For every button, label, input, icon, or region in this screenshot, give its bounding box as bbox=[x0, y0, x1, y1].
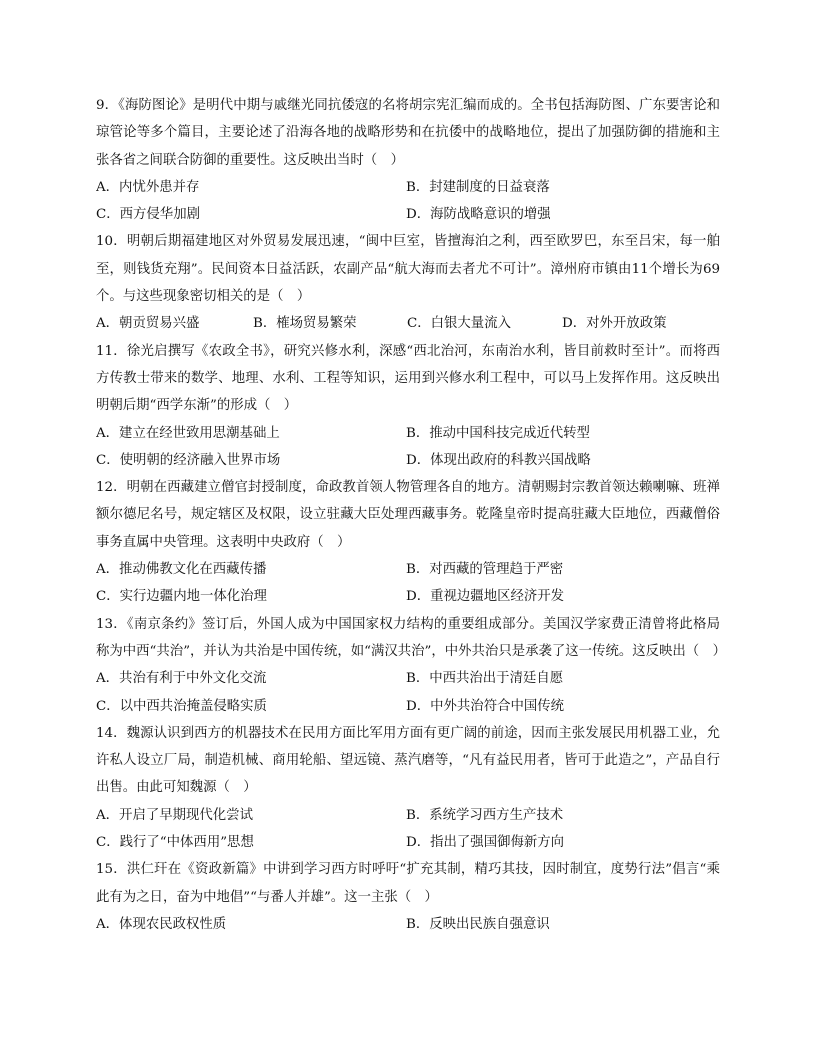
question-14 bbox=[96, 720, 720, 856]
option-b[interactable]: B．系统学习西方生产技术 bbox=[406, 807, 564, 823]
options bbox=[96, 420, 720, 475]
question-stem: 9．《海防图论》是明代中期与戚继光同抗倭寇的名将胡宗宪汇编而成的。全书包括海防图、广东要害论和琼管论等多个篇目，主要论述了沿海各地的战略形势和在抗倭中的战略地位，提出了加强防御的措施和主张各省之间联合防御的重要性。这反映出当时（ ） bbox=[96, 98, 720, 168]
option-c[interactable]: C．使明朝的经济融入世界市场 bbox=[96, 452, 281, 468]
question-15 bbox=[96, 856, 720, 938]
option-a[interactable]: A．开启了早期现代化尝试 bbox=[96, 807, 253, 823]
option-b[interactable]: B．对西藏的管理趋于严密 bbox=[406, 562, 564, 578]
question-13 bbox=[96, 611, 726, 720]
question-stem: 12．明朝在西藏建立僧官封授制度，命政教首领人物管理各自的地方。清朝赐封宗教首领达赖喇嘛、班禅额尔德尼名号，规定辖区及权限，设立驻藏大臣处理西藏事务。乾隆皇帝时提高驻藏大臣地位，西藏僧俗事务直属中央管理。这表明中央政府（ ） bbox=[96, 480, 720, 550]
option-a[interactable]: A．朝贡贸易兴盛 bbox=[96, 316, 200, 332]
option-b[interactable]: B．封建制度的日益衰落 bbox=[406, 179, 550, 195]
question-9 bbox=[96, 92, 720, 228]
options bbox=[96, 174, 720, 229]
option-b[interactable]: B．推动中国科技完成近代转型 bbox=[406, 425, 590, 441]
options bbox=[96, 802, 720, 857]
option-c[interactable]: C．践行了“中体西用”思想 bbox=[96, 835, 254, 851]
option-c[interactable]: C．白银大量流入 bbox=[407, 316, 511, 332]
options bbox=[96, 310, 720, 337]
question-11 bbox=[96, 338, 720, 474]
option-c[interactable]: C．实行边疆内地一体化治理 bbox=[96, 589, 267, 605]
question-stem: 10．明朝后期福建地区对外贸易发展迅速，“闽中巨室，皆擅海泊之利，西至欧罗巴，东至吕宋，每一舶至，则钱货充翔”。民间资本日益活跃，农副产品“航大海而去者尤不可计”。漳州府市镇由11个增长为69个。与这些现象密切相关的是（ ） bbox=[96, 234, 720, 305]
option-c[interactable]: C．西方侵华加剧 bbox=[96, 207, 200, 223]
option-a[interactable]: A．共治有利于中外文化交流 bbox=[96, 671, 267, 687]
question-stem: 13．《南京条约》签订后，外国人成为中国国家权力结构的重要组成部分。美国汉学家费正清曾将此格局称为中西“共治”，并认为共治是中国传统，如“满汉共治”，中外共治只是承袭了这一传统。这反映出（ ） bbox=[96, 616, 726, 659]
option-d[interactable]: D．中外共治符合中国传统 bbox=[406, 698, 565, 714]
option-d[interactable]: D．对外开放政策 bbox=[562, 316, 667, 332]
question-stem: 15．洪仁玕在《资政新篇》中讲到学习西方时呼吁“扩充其制，精巧其技，因时制宜，度势行法”倡言“乘此有为之日，奋为中地倡”“与番人并雄”。这一主张（ ） bbox=[96, 862, 720, 905]
option-a[interactable]: A．内忧外患并存 bbox=[96, 179, 200, 195]
option-b[interactable]: B．榷场贸易繁荣 bbox=[253, 316, 357, 332]
option-d[interactable]: D．体现出政府的科教兴国战略 bbox=[406, 452, 591, 468]
option-d[interactable]: D．海防战略意识的增强 bbox=[406, 207, 551, 223]
option-d[interactable]: D．指出了强国御侮新方向 bbox=[406, 835, 565, 851]
option-b[interactable]: B．反映出民族自强意识 bbox=[406, 916, 550, 932]
option-a[interactable]: A．推动佛教文化在西藏传播 bbox=[96, 562, 267, 578]
option-a[interactable]: A．体现农民政权性质 bbox=[96, 916, 227, 932]
question-10 bbox=[96, 228, 720, 337]
option-a[interactable]: A．建立在经世致用思潮基础上 bbox=[96, 425, 280, 441]
exam-page bbox=[96, 92, 726, 938]
question-stem: 11．徐光启撰写《农政全书》，研究兴修水利，深感“西北治河，东南治水利，皆目前救时至计”。而将西方传教士带来的数学、地理、水利、工程等知识，运用到兴修水利工程中，可以马上发挥作用。这反映出明朝后期“西学东渐”的形成（ ） bbox=[96, 343, 720, 414]
option-d[interactable]: D．重视边疆地区经济开发 bbox=[406, 589, 565, 605]
options bbox=[96, 556, 720, 611]
option-c[interactable]: C．以中西共治掩盖侵略实质 bbox=[96, 698, 267, 714]
question-12 bbox=[96, 474, 720, 610]
options bbox=[96, 665, 720, 720]
option-b[interactable]: B．中西共治出于清廷自愿 bbox=[406, 671, 564, 687]
options bbox=[96, 911, 720, 938]
question-stem: 14．魏源认识到西方的机器技术在民用方面比军用方面有更广阔的前途，因而主张发展民用机器工业，允许私人设立厂局，制造机械、商用轮船、望远镜、蒸汽磨等，“凡有益民用者，皆可于此造之”，产品自行出售。由此可知魏源（ ） bbox=[96, 725, 720, 796]
